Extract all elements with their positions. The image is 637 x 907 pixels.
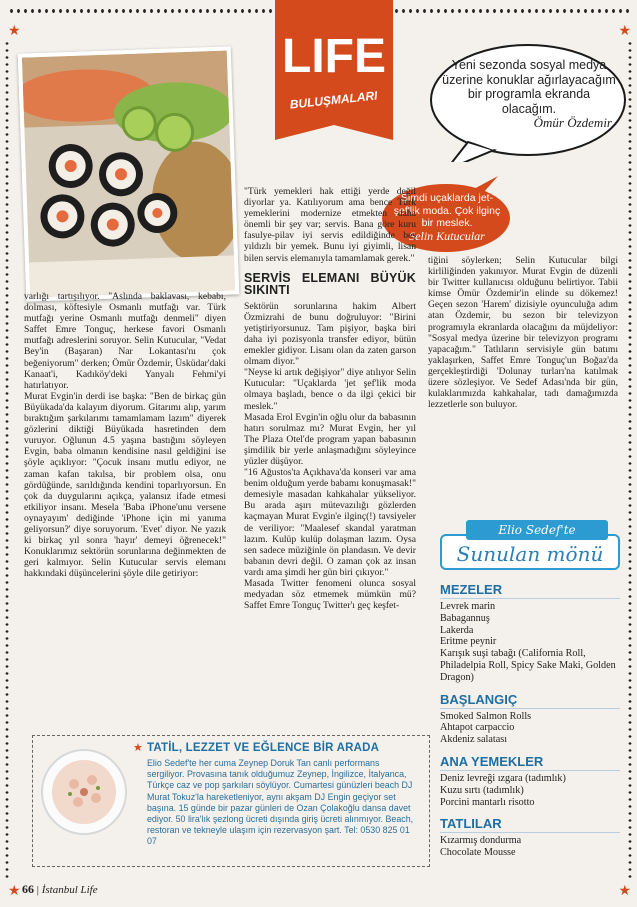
dotted-border-right: [626, 40, 634, 880]
paragraph: Masada Twitter fenomeni olunca sosyal medyadan söz etmemek mümkün mü? Saffet Emre Tonguç Twitter'ı geç keşfet-: [244, 578, 416, 612]
menu-section: [440, 693, 620, 746]
menu-item: Levrek marin: [440, 601, 496, 612]
menu-title: Sunulan mönü: [440, 534, 620, 570]
menu-section: [440, 583, 620, 684]
life-word: LIFE: [282, 30, 386, 83]
menu-item: Smoked Salmon Rolls: [440, 710, 532, 722]
info-box-title: TATİL, LEZZET VE EĞLENCE BİR ARADA: [147, 742, 380, 754]
paragraph: Murat Evgin'in derdi ise başka: "Ben de birkaç gün Büyükada'da kalayım diyorum. Gitarımı alıp, yarım bıraktığım şarkılarımı tamamlamam lazım" diyerek gözlerini diktiği Büyükada hasretinden dem vuruyor. Oğlunun 4.5 yaşına bastığını söyleyen Evgin, baba olmanın kendisine nasıl geldiğini ise şöyle açıklıyor: "Çocuk insanı mutlu ediyor, ne zaman kafan takılsa, bir problem olsa, onu gördüğünde, sarıldığında kendini toparlıyorsun. En çok da duygularını açıkça, yalansız ifade etmesi etkiliyor insanı. Mesela 'Baba iPhone'unu versene oynayayım' dediğinde 'iPhone için mi yanıma geliyorsun?' diye soruyorum. 'Evet' diyor. Ne yazık ki birkaç yıl sonra 'hayır' demeyi öğrenecek!" Konuklarımız sektörün sorunlarına değinmekten de geri kalmıyor. Selin Kutucular servis elemanı hakkındaki düşüncelerini şöyle dile getiriyor:: [24, 390, 226, 580]
quote-secondary-text: Şimdi uçaklarda jet-şef'lik moda. Çok ilginç bir meslek.: [393, 192, 501, 229]
sushi-photo: [18, 46, 240, 301]
carpaccio-plate-photo: [40, 748, 128, 836]
menu-item: Babagannuş: [440, 612, 490, 624]
menu-item: Deniz levreği ızgara (tadımlık): [440, 772, 566, 784]
menu-item: Lakerda: [440, 624, 474, 636]
star-icon: ★: [618, 23, 631, 39]
menu-panel: [440, 520, 620, 860]
menu-label: Elio Sedef'te: [466, 520, 608, 540]
menu-item: Porcini mantarlı risotto: [440, 796, 535, 808]
life-bulusmalari-logo: [275, 0, 393, 160]
article-column-2: [244, 186, 416, 611]
menu-section-title: MEZELER: [440, 583, 620, 599]
star-icon: ★: [618, 883, 631, 899]
paragraph: "Neyse ki artık değişiyor" diye atılıyor Selin Kutucular: "Uçaklarda 'jet şef'lik moda olmaya başladı, bence o da ilgi çekici bir meslek.": [244, 367, 416, 412]
paragraph: "16 Ağustos'ta Açıkhava'da konseri var ama benim olduğum yerde babamı konuşmasak!" demesiyle masadan kahkahalar yükseliyor. Bu arada aşırı mütevazılığı gözlerden kaçmayan Murat Evgin'e ilginç(!) tavsiyeler de veriliyor: "Maalesef skandal yaratman lazım. Kulüp kulüp dolaşman lazım. Oysa sen sadece müziğinle ön plandasın. Ve devir babanın devri değil. O zaman çok az insan vardı ama şimdi her gün biri çıkıyor.": [244, 467, 416, 578]
quote-bubble-main: [428, 42, 628, 162]
publication-name: İstanbul Life: [41, 884, 98, 896]
quote-secondary-author: Selin Kutucular: [409, 228, 485, 243]
article-column-1: [24, 291, 226, 579]
menu-section: [440, 755, 620, 808]
menu-item: Kuzu sırtı (tadımlık): [440, 784, 524, 796]
menu-section: [440, 817, 620, 859]
info-box-text: Elio Sedef'te her cuma Zeynep Doruk Tan canlı performans sergiliyor. Provasına tanık olduğumuz Zeynep, İngilizce, İtalyanca, Türkçe caz ve pop şarkıları söylüyor. Cumartesi günüzleri beach DJ Murat Tokuz'la hareketleniyor, aynı akşam DJ Engin geçiyor set başına. 15 günde bir pazar günleri de Ozan Çolakoğlu dansa davet ediyor. 50 lira'lık şezlong ücreti dışında giriş ücreti alınmıyor. Beach, restoran ve tekneyle ulaşım için rezervasyon şart. Tel: 0530 825 01 07: [147, 758, 414, 847]
quote-main-text: Yeni sezonda sosyal medya üzerine konuklar ağırlayacağım bir programla ekranda olacağım.: [442, 58, 616, 116]
life-ribbon-text: BULUŞMALARI: [289, 88, 379, 112]
page-footer: 66 | İstanbul Life: [22, 882, 98, 896]
menu-section-title: TATLILAR: [440, 817, 620, 833]
menu-section-title: ANA YEMEKLER: [440, 755, 620, 771]
quote-main-author: Ömür Özdemir: [533, 115, 612, 130]
star-icon: ★: [133, 741, 143, 754]
menu-item: Akdeniz salatası: [440, 734, 508, 746]
menu-item: Chocolate Mousse: [440, 847, 516, 859]
article-column-3: [428, 255, 618, 410]
menu-item: Kızarmış dondurma: [440, 835, 522, 847]
menu-item: Eritme peynir: [440, 636, 497, 648]
menu-item: Karışık suşi tabağı (California Roll, Philadelpia Roll, Spicy Sake Maki, Golden Dragon): [440, 648, 616, 683]
star-icon: ★: [8, 23, 21, 39]
paragraph: Masada Erol Evgin'in oğlu olur da babasının hatırı sorulmaz mı? Murat Evgin, her yıl The Plaza Otel'de program yapan babasının şimdilik bir yerle anlaşmadığını söyleyince yüzler düşüyor.: [244, 411, 416, 467]
paragraph: varlığı tartışılıyor. "Aslında baklavası, kebabı, dolması, köftesiyle Osmanlı mutfağı var. Türk mutfağı yerine Osmanlı mutfağı denmeli" diyen Saffet Emre Tonguç, herkese favori Osmanlı mutfağı adreslerini soruyor. Selin Kutucular, "Vedat Bey'in (Başaran) Nar Lokantası'nı çok beğeniyorum" derken; Ömür Özdemir, Üsküdar'daki Kanaat'i, Kadıköy'deki Yanyalı Fehmi'yi hatırlatıyor.: [24, 291, 226, 391]
dotted-border-left: [3, 40, 11, 880]
paragraph: "Türk yemekleri hak ettiği yerde değil diyorlar ya. Katılıyorum ama bence Türk yemeklerini modernize etmekten daha önemli bir şey var; servis. Bana göre kuru fasulye-pilav iyi servis edildiğinde beş yıldızlı bir yemek. Bunu iyi giyimli, lisan bilen servis elemanıyla tamamlamak gerek.": [244, 186, 416, 264]
page-number: 66: [22, 882, 34, 896]
star-icon: ★: [8, 883, 21, 899]
subheading: SERVİS ELEMANI BÜYÜK SIKINTI: [244, 270, 416, 298]
menu-item: Ahtapot carpaccio: [440, 722, 515, 734]
menu-section-title: BAŞLANGIÇ: [440, 693, 620, 709]
paragraph: Sektörün sorunlarına hakim Albert Özmizrahi de bunu doğruluyor: "Birini yetiştiriyorsunuz. Tam pişiyor, başka biri daha iyi pozisyonla transfer ediyor, bütün emekler gidiyor. Lisanı olan da zaten garson olmam diyor.": [244, 300, 416, 368]
paragraph: tiğini söylerken; Selin Kutucular bilgi kirliliğinden yakınıyor. Murat Evgin de düzenli bir Twitter kullanıcısı olduğunu belirtiyor. Tabii kimse Ömür Özdemir'in elinde su dökemez! Geçen sezon 'Harem' dizisiyle oyunculuğa adım atan Özdemir, bu sezon bir televizyon programıyla ekranlarda olacağını da müjdeliyor: "Sosyal medya üzerine bir televizyon programı yapacağım." Tatlıların servisiyle gün batımı yaklaşırken, Saffet Emre Tonguç'un Boğaz'da gerçekleştirdiği 'Dolunay turları'na katılmak üzere sözleşiyor. Ve Sedef Adası'nda bir gün, kulaklarımızda kahkahalar, tadı damağımızda lezzetlerle son buluyor.: [428, 255, 618, 411]
